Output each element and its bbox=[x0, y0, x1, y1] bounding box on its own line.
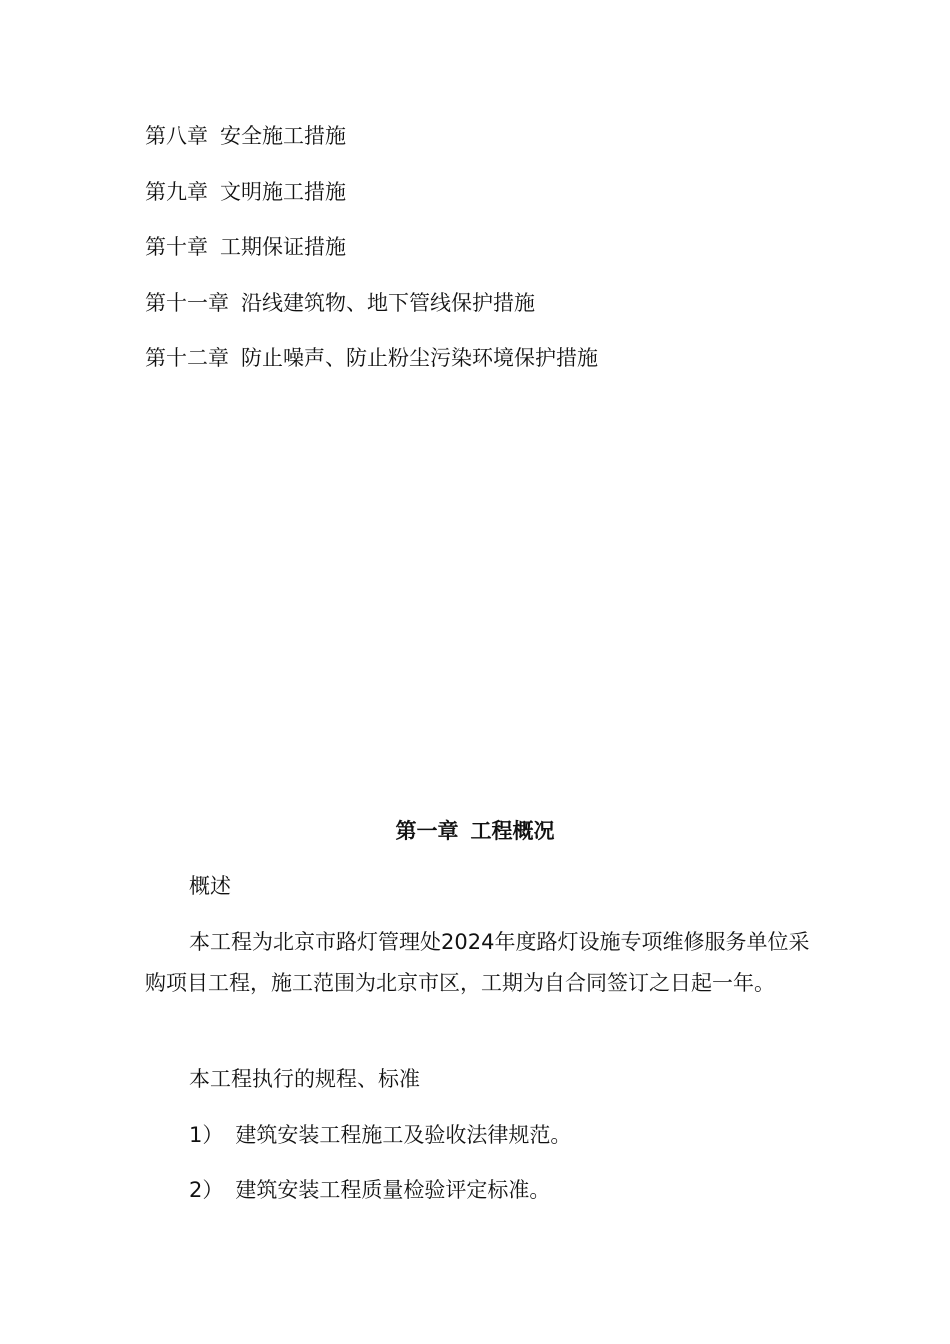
list-item-text: 建筑安装工程质量检验评定标准。 bbox=[235, 1178, 551, 1202]
toc-item-number: 第八章 bbox=[145, 124, 208, 148]
list-item-text: 建筑安装工程施工及验收法律规范。 bbox=[235, 1123, 572, 1147]
standards-list-item bbox=[145, 1170, 857, 1211]
toc-item-number: 第十章 bbox=[145, 235, 208, 259]
toc-item-chapter-10 bbox=[145, 231, 845, 264]
chapter-number: 第一章 bbox=[395, 819, 459, 843]
table-of-contents bbox=[145, 120, 845, 398]
chapter-title: 工程概况 bbox=[470, 819, 555, 843]
toc-item-number: 第十一章 bbox=[145, 290, 229, 315]
toc-item-title: 工期保证措施 bbox=[220, 235, 346, 259]
toc-item-chapter-11 bbox=[145, 287, 845, 320]
toc-item-title: 安全施工措施 bbox=[220, 124, 346, 148]
standards-list-item bbox=[145, 1115, 857, 1156]
list-marker: 1） bbox=[189, 1123, 224, 1147]
toc-item-chapter-8 bbox=[145, 120, 845, 153]
toc-item-chapter-12 bbox=[145, 342, 845, 375]
toc-item-chapter-9 bbox=[145, 176, 845, 209]
toc-item-title: 沿线建筑物、地下管线保护措施 bbox=[241, 290, 535, 315]
toc-item-title: 防止噪声、防止粉尘污染环境保护措施 bbox=[241, 346, 598, 370]
toc-item-title: 文明施工措施 bbox=[220, 179, 346, 204]
chapter-heading bbox=[145, 814, 805, 848]
project-description: 本工程为北京市路灯管理处2024年度路灯设施专项维修服务单位采购项目工程，施工范围为北京市区，工期为自合同签订之日起一年。 bbox=[145, 930, 810, 995]
list-marker: 2） bbox=[189, 1178, 224, 1202]
overview-heading: 概述 bbox=[189, 874, 231, 898]
standards-heading: 本工程执行的规程、标准 bbox=[189, 1067, 420, 1091]
toc-item-number: 第十二章 bbox=[145, 346, 229, 370]
toc-item-number: 第九章 bbox=[145, 179, 208, 204]
